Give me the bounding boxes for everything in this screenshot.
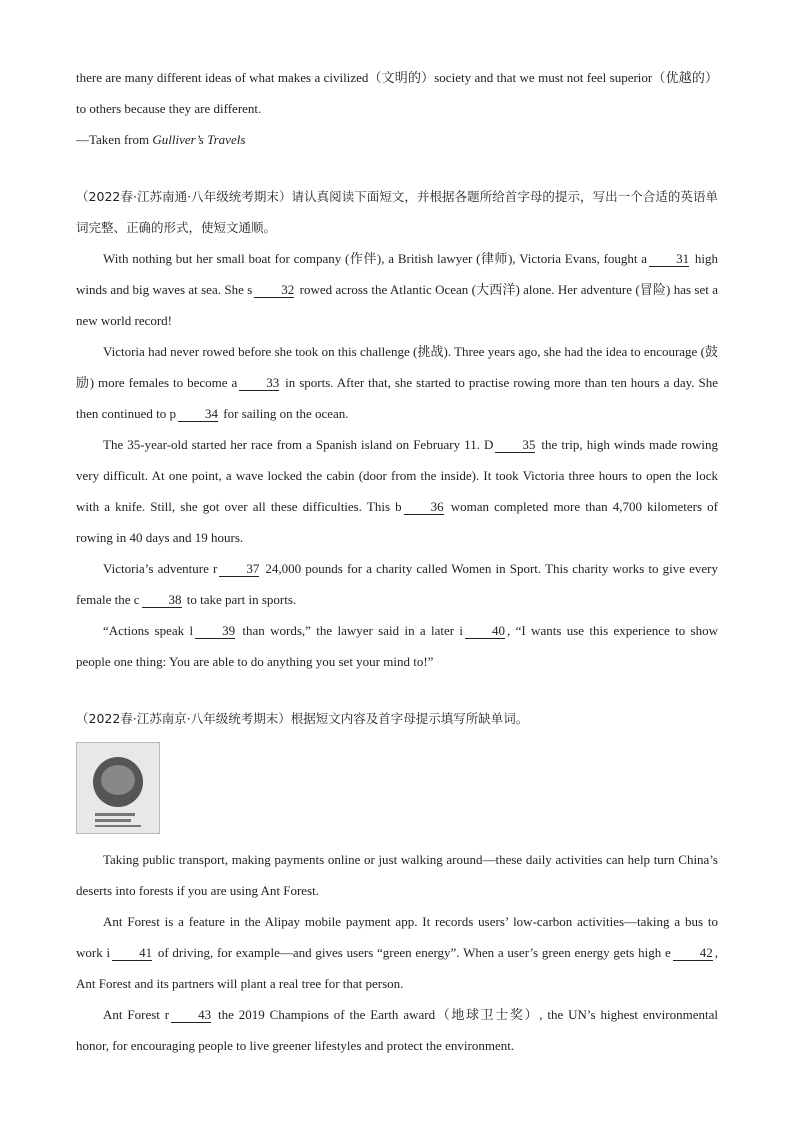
paragraph: Taking public transport, making payments online or just walking around—these daily activities can help turn China’s deserts into forests if you are using Ant Forest.	[76, 852, 718, 898]
section-header-nantong: （2022春·江苏南通·八年级统考期末）请认真阅读下面短文，并根据各题所给首字母的提示，写出一个合适的英语单词完整、正确的形式，使短文通顺。	[76, 189, 718, 235]
blank-33[interactable]: 33	[239, 375, 279, 391]
paragraph: Victoria had never rowed before she took on this challenge (挑战). Three years ago, she had the idea to encourage (鼓励) more females to become a 33 in sports. After that, she started to practise rowing more than ten hours a day. She then continued to p 34 for sailing on the ocean.	[76, 344, 718, 421]
blank-43[interactable]: 43	[171, 1007, 211, 1023]
paragraph: Victoria’s adventure r 37 24,000 pounds for a charity called Women in Sport. This charity works to give every female the c 38 to take part in sports.	[76, 561, 718, 607]
paragraph: With nothing but her small boat for company (作伴), a British lawyer (律师), Victoria Evans, fought a 31 high winds and big waves at sea. She s 32 rowed across the Atlantic Ocean (大西洋) alone. Her adventure (冒险) has set a new world record!	[76, 251, 718, 328]
blank-39[interactable]: 39	[195, 623, 235, 639]
blank-42[interactable]: 42	[673, 945, 713, 961]
blank-37[interactable]: 37	[219, 561, 259, 577]
document-page	[76, 62, 718, 1061]
blank-40[interactable]: 40	[465, 623, 505, 639]
blank-31[interactable]: 31	[649, 251, 689, 267]
blank-32[interactable]: 32	[254, 282, 294, 298]
book-title: Gulliver’s Travels	[152, 132, 246, 147]
passage-source: —Taken from Gulliver’s Travels	[76, 132, 246, 147]
paragraph: The 35-year-old started her race from a Spanish island on February 11. D 35 the trip, high winds made rowing very difficult. At one point, a wave locked the cabin (door from the inside). It took Victoria three hours to open the lock with a knife. Still, she got over all these difficulties. This b 36 woman completed more than 4,700 kilometers of rowing in 40 days and 19 hours.	[76, 437, 719, 545]
blank-38[interactable]: 38	[142, 592, 182, 608]
section-header-nanjing: （2022春·江苏南京·八年级统考期末）根据短文内容及首字母提示填写所缺单词。	[76, 711, 529, 726]
blank-36[interactable]: 36	[404, 499, 444, 515]
paragraph: Ant Forest is a feature in the Alipay mobile payment app. It records users’ low-carbon activities—taking a bus to work i 41 of driving, for example—and gives users “green energy”. When a user’s green energy gets high e 42 , Ant Forest and its partners will plant a real tree for that person.	[76, 914, 718, 991]
blank-35[interactable]: 35	[495, 437, 535, 453]
paragraph: Ant Forest r 43 the 2019 Champions of the Earth award（地球卫士奖）, the UN’s highest environmental honor, for encouraging people to live greener lifestyles and protect the environment.	[76, 1007, 718, 1053]
ant-forest-logo-image	[76, 742, 160, 834]
blank-34[interactable]: 34	[178, 406, 218, 422]
blank-41[interactable]: 41	[112, 945, 152, 961]
paragraph: “Actions speak l 39 than words,” the lawyer said in a later i 40 , “I wants use this experience to show people one thing: You are able to do anything you set your mind to!”	[76, 623, 719, 669]
passage-ending: there are many different ideas of what makes a civilized（文明的）society and that we must not feel superior（优越的） to others because they are different.	[76, 70, 718, 116]
